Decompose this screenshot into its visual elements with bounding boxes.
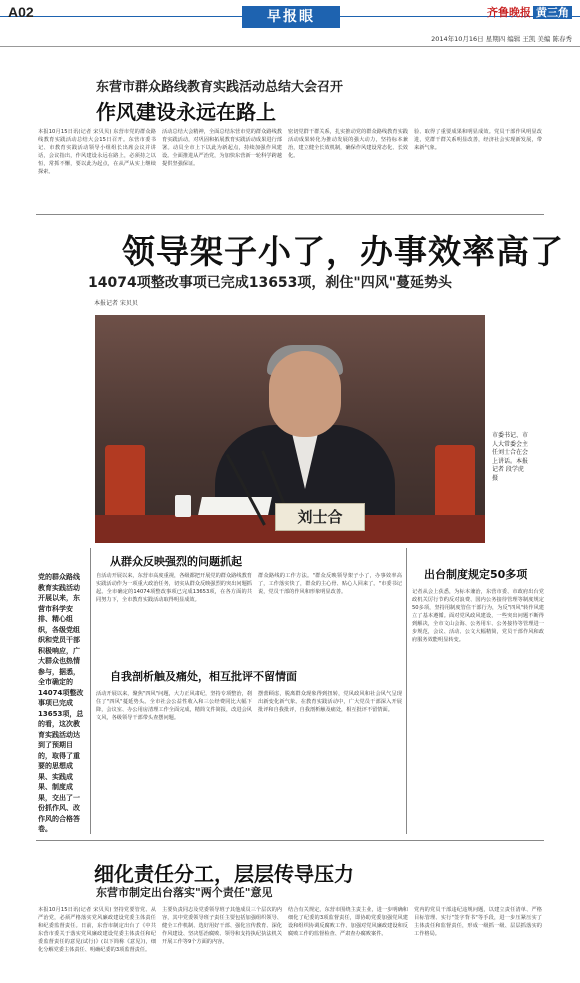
- main-byline: 本报记者 宋贝贝: [94, 300, 138, 307]
- left-summary-column: 党的群众路线教育实践活动开展以来，东营市科学安排、精心组织，各级党组织和党员干部积极响应，广大群众也热情参与，据悉，全市确定的14074项整改事项已完成13653项，总的看，这次教育实践活动达到了预期目的，取得了重要的思想成果、实践成果、制度成果，交出了一份抓作风、改作风的合格答卷。: [38, 573, 84, 833]
- date-editor-line: 2014年10月16日 星期四 编辑 王凯 美编 陈春秀: [431, 35, 572, 43]
- page-number: A02: [8, 4, 34, 20]
- bottom-subtitle: 东营市制定出台落实"两个责任"意见: [96, 886, 273, 899]
- section1-text: 自活动开展以来，东营市高度重视，各级都把开展党的群众路线教育实践活动作为一项重大政治任务，切实从群众反映强烈的突出问题抓起。全市确定的14074项整改事项已完成13653项，在各方面的共同努力下，全市教育实践活动取得明显成效。: [96, 573, 252, 603]
- top-article-subtitle: 东营市群众路线教育实践活动总结大会召开: [96, 80, 344, 95]
- main-headline: 领导架子小了，办事效率高了: [122, 232, 564, 271]
- top-article-col4: 验、取得了重要成果和明显成效。党员干部作风明显改进，党群干群关系明显改善，经济社会实现新发展，带来新气象。: [414, 129, 542, 151]
- photo-caption: 市委书记、市人大常委会主任刘士合在会上讲话。本报记者 段学虎 摄: [492, 432, 529, 482]
- brand-badge: 黄三角: [533, 6, 572, 19]
- newspaper-logo: [487, 4, 572, 20]
- brand-name: 齐鲁晚报: [487, 6, 531, 19]
- bottom-col1: 本报10月15日讯(记者 宋贝贝) 坚持党要管党、从严治党，必须严格落实党风廉政建设党委主体责任和纪委监督责任。日前，东营市制定出台了《中共东营市委关于落实党风廉政建设党委主体责任和纪委监督责任的意见(试行)》(以下简称《意见》)，细化分解党委主体责任、明确纪委的3项监督责任。: [38, 907, 156, 953]
- right-section-title: 出台制度规定50多项: [424, 568, 528, 581]
- section2-text: 活动开展以来，聚焦"四风"问题，大力正风肃纪，坚持专项整治，刹住了"四风"蔓延势头。全市社会公益性收入和三公经费同比大幅下降，会议室、办公用房清理工作全面完成，精简文件简报，改进会风文风，各级领导干部带头查摆问题。: [96, 691, 252, 721]
- top-article-headline: 作风建设永远在路上: [96, 100, 276, 124]
- section-tab[interactable]: 早报眼: [242, 6, 340, 28]
- section2-title: 自我剖析触及痛处，相互批评不留情面: [110, 670, 297, 683]
- column-divider-right: [406, 548, 407, 834]
- main-subtitle: 14074项整改事项已完成13653项，刹住"四风"蔓延势头: [88, 275, 452, 291]
- speaker-photo: [95, 315, 485, 543]
- section2-text2: 摆蕾顾虑，脱离群众现象得到扭转，党风政风和社会风气呈现出新变化新气象。在教育实践活动中，广大党员干部深入开展批评和自我批评，自我剖析触及痛处，相互批评不留情面。: [258, 691, 402, 713]
- divider-1: [36, 214, 544, 215]
- top-article-col2: 活动总结大会精神，全面总结东营市党的群众路线教育实践活动，对巩固和拓展教育实践活动成果进行部署。动员全市上下以此为新起点，持续加强作风建设。全面推进从严治党，为加快东营新一轮科学跨越提供坚强保证。: [162, 129, 282, 167]
- bottom-col4: 党内的党员干部违纪违规问题，以建立责任清单、严格目标管理、实行"签字背书"等手段，进一步压紧压实了主体责任和监督责任，形成一级抓一级、层层抓落实的工作格局。: [414, 907, 542, 937]
- section1-text2: 群众路线的工作方法。"群众反映领导架子小了，办事效率高了，工作落实快了，群众的主心骨、贴心人回来了。"市委书记说，党员干部的作风和形象明显改善。: [258, 573, 402, 595]
- bottom-headline: 细化责任分工，层层传导压力: [94, 862, 354, 886]
- right-section-text: 记者从会上获悉，为标本兼治，东营市委、市政府出台党政机关厉行节约反对浪费、国内公务接待管理等制度规定50多项，坚持用制度管住干部行为，为反"四风"转作风建立了基本遵循。面对党风政风建设，一些突出问题不断得到解决，全市文山会海、公务用车、公务接待等管理进一步规范，会议、活动、公文大幅精简，党员干部作风和政府服务效能明显转变。: [412, 589, 544, 643]
- nameplate: 刘士合: [275, 503, 365, 531]
- column-divider-left: [90, 548, 91, 834]
- top-article-col1: 本报10月15日讯(记者 宋贝贝) 东营市党的群众路线教育实践活动总结大会15日召开。东营市委书记、市教育实践活动领导小组组长出席会议并讲话，会议指出，作风建设永远在路上，必须持之以恒，常抓不懈，要以此为起点，在从严从实上继续探索。: [38, 129, 156, 175]
- top-article-col3: 密切党群干群关系，扎实推动党的群众路线教育实践活动成果转化为推动发展的强大动力，坚持标本兼治，建立健全长效机制，确保作风建设常态化、长效化。: [288, 129, 408, 159]
- bottom-col3: 结合有关规定，东营市围绕主责主业，进一步明确和细化了纪委的3项监督责任，即协助党委加强党风建设和组织协调反腐败工作、加强对党风廉政建设和反腐败工作的监督检查、严肃查办腐败案件。: [288, 907, 408, 937]
- divider-2: [36, 840, 544, 841]
- bottom-col2: 主要负责同志及党委领导班子其他成员三个层次的内容，其中党委领导班子责任主要包括加强组织领导、健全工作机制、选好用好干部、强化宣传教育、深化作风建设、坚决惩治腐败、领导和支持执纪执法机关开展工作等9个方面的内容。: [162, 907, 282, 945]
- header-rule: [0, 46, 580, 47]
- section1-title: 从群众反映强烈的问题抓起: [110, 555, 242, 568]
- page-header: [0, 0, 580, 52]
